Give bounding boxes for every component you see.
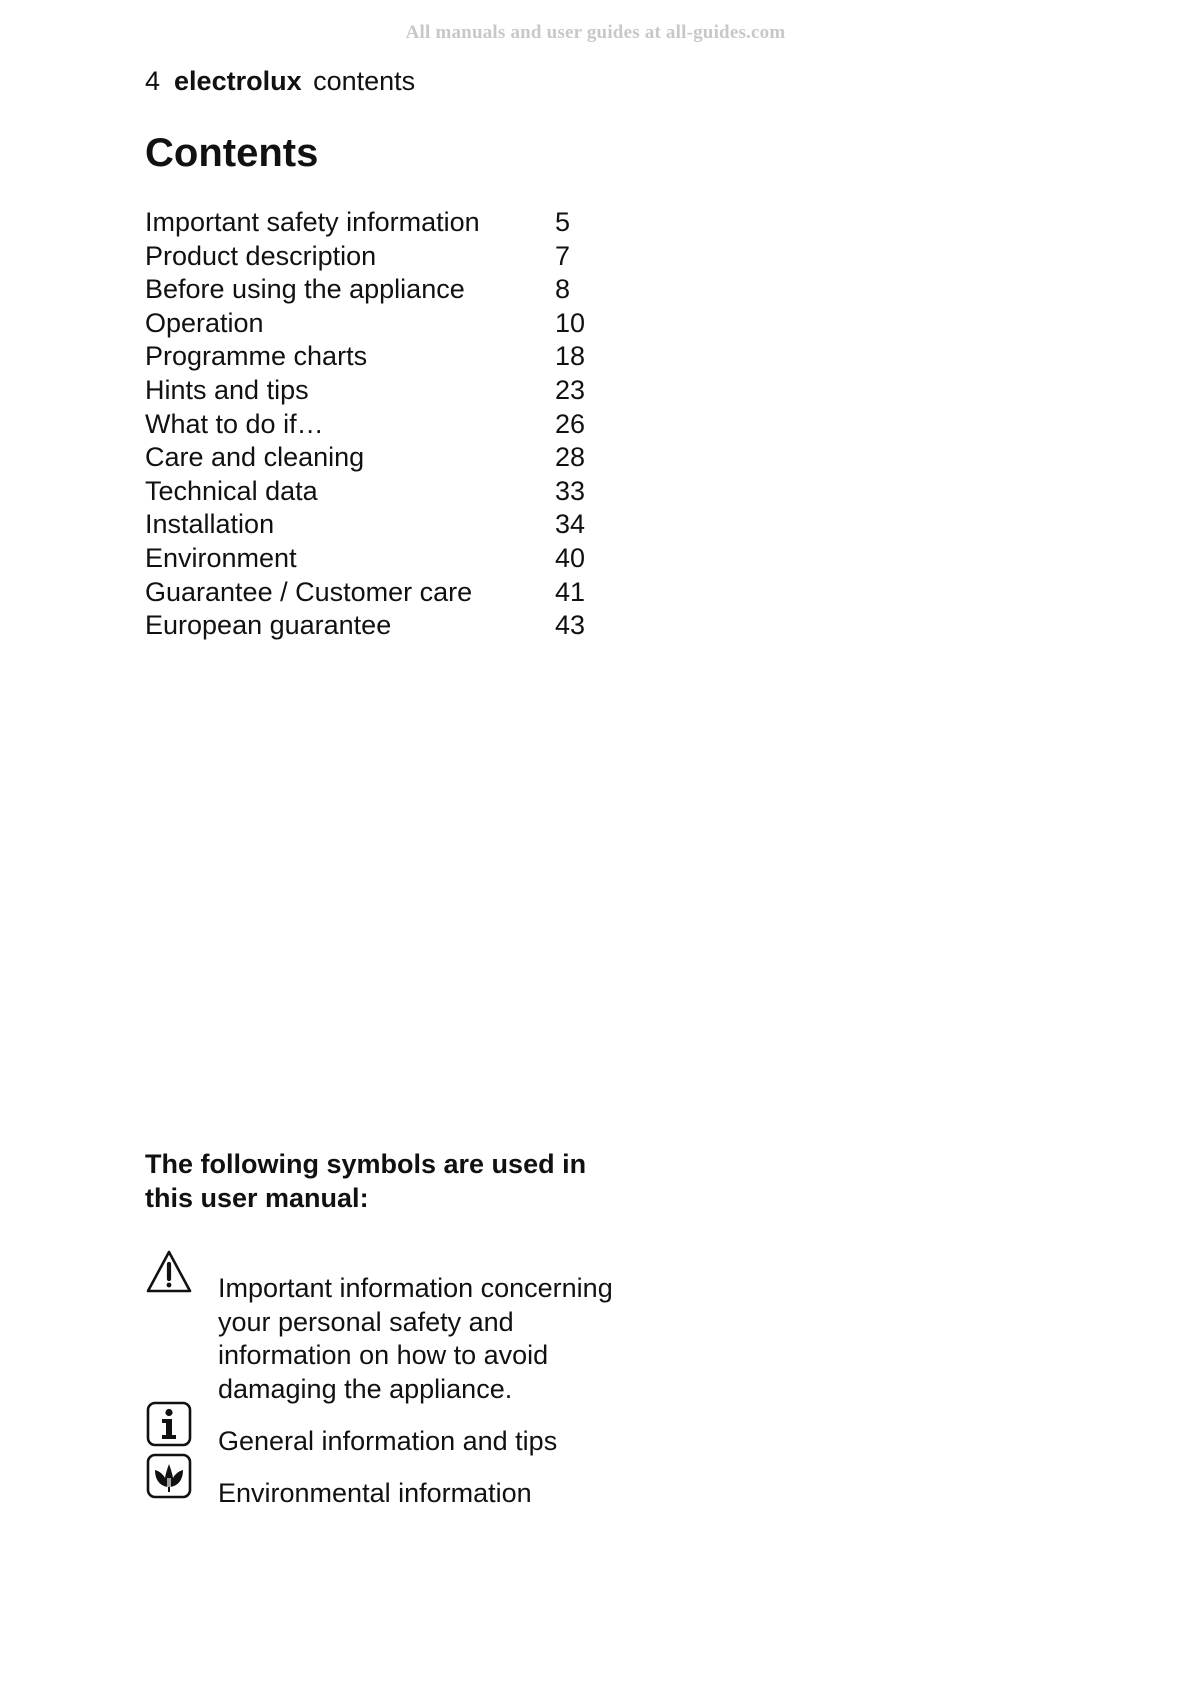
toc-entry-label: Installation [145, 509, 275, 540]
toc-entry-page: 10 [555, 307, 586, 338]
warning-triangle-icon [146, 1249, 192, 1295]
toc-entry-page: 26 [555, 408, 586, 439]
toc-entry-label: Guarantee / Customer care [145, 576, 473, 607]
running-header [145, 63, 415, 99]
toc-entry[interactable] [145, 508, 645, 542]
toc-entry-label: Product description [145, 240, 377, 271]
toc-entry-label: European guarantee [145, 610, 392, 641]
toc-entry-label: Important safety information [145, 207, 480, 237]
toc-entry-label: Technical data [145, 475, 318, 506]
toc-entry-page: 34 [555, 509, 586, 540]
toc-entry-page: 40 [555, 542, 586, 573]
watermark: All manuals and user guides at all-guides.com [405, 22, 786, 43]
toc-entry-page: 5 [555, 207, 571, 237]
toc-entry-label: Before using the appliance [145, 274, 465, 305]
toc-entry[interactable] [145, 576, 645, 610]
symbols-heading: The following symbols are used in this user manual: [145, 1149, 587, 1213]
toc-entry[interactable] [145, 240, 645, 274]
page-number: 4 [145, 66, 161, 96]
environment-icon [146, 1453, 192, 1499]
symbol-description: Important information concerning your personal safety and information on how to avoid damaging the appliance. [218, 1273, 613, 1404]
toc-entry[interactable] [145, 475, 645, 509]
toc-entry-page: 28 [555, 442, 586, 473]
toc-entry[interactable] [145, 441, 645, 475]
toc-entry-label: Environment [145, 542, 297, 573]
toc-entry[interactable] [145, 609, 645, 643]
toc-entry-page: 8 [555, 274, 571, 305]
info-icon [146, 1401, 192, 1447]
toc-entry-label: Operation [145, 307, 264, 338]
section-name: contents [313, 66, 416, 96]
page-title: Contents [145, 131, 319, 175]
toc-entry-label: Programme charts [145, 341, 368, 372]
table-of-contents [145, 206, 645, 643]
toc-entry-label: Hints and tips [145, 374, 309, 405]
toc-entry-page: 7 [555, 240, 571, 271]
toc-entry[interactable] [145, 206, 645, 240]
brand-name: electrolux [174, 66, 302, 96]
symbol-description: Environmental information [218, 1478, 532, 1508]
toc-entry[interactable] [145, 340, 645, 374]
toc-entry-page: 33 [555, 475, 586, 506]
toc-entry[interactable] [145, 374, 645, 408]
toc-entry[interactable] [145, 307, 645, 341]
toc-entry[interactable] [145, 542, 645, 576]
toc-entry-page: 23 [555, 374, 586, 405]
toc-entry-label: What to do if… [145, 408, 324, 439]
toc-entry[interactable] [145, 273, 645, 307]
toc-entry-page: 43 [555, 610, 586, 641]
toc-entry-page: 41 [555, 576, 586, 607]
toc-entry-label: Care and cleaning [145, 442, 365, 473]
symbol-description: General information and tips [218, 1426, 558, 1456]
toc-entry-page: 18 [555, 341, 586, 372]
toc-entry[interactable] [145, 408, 645, 442]
